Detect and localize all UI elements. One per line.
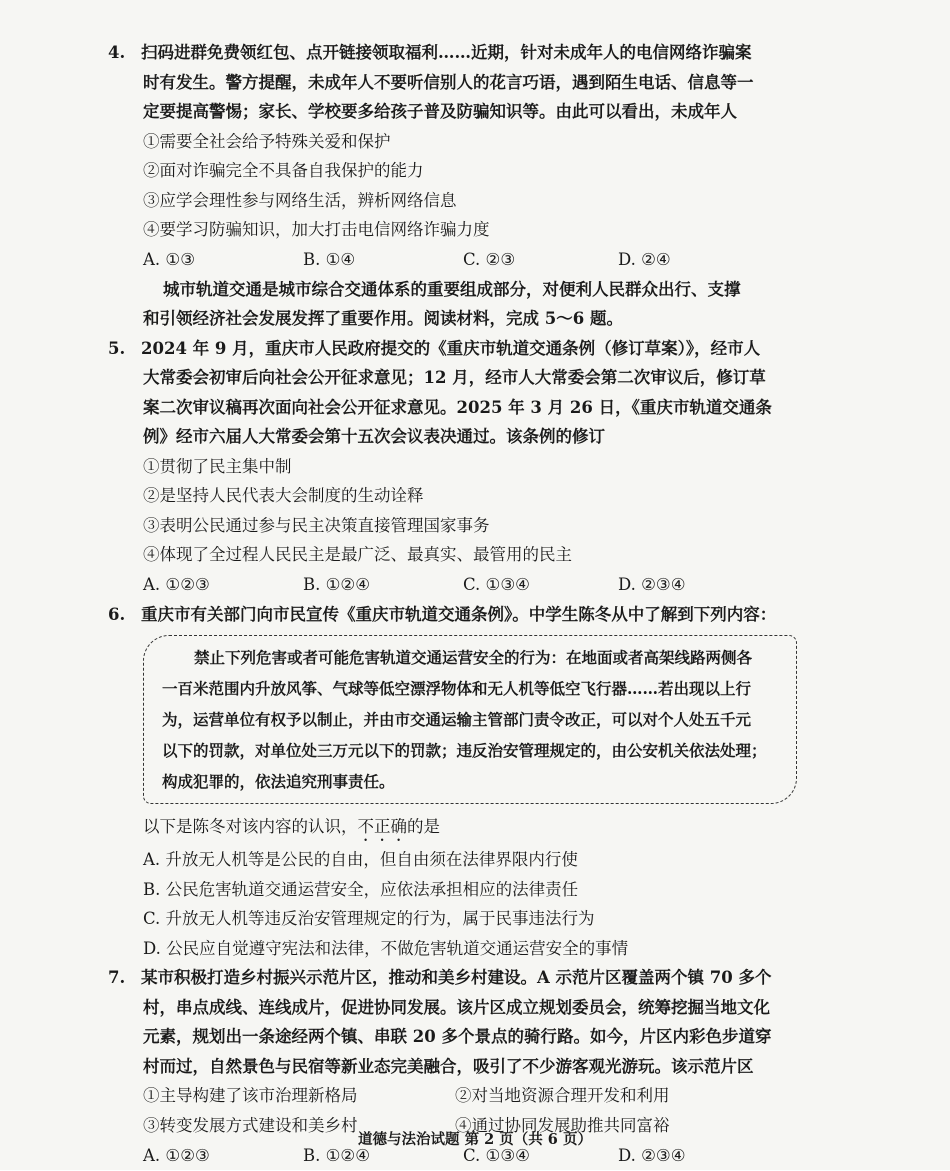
- answer-options: [108, 570, 832, 600]
- option-a: A. ①②③: [143, 574, 210, 594]
- option-d: D. ②④: [618, 249, 671, 269]
- statement: ②对当地资源合理开发和利用: [455, 1086, 670, 1105]
- question-number: 4.: [108, 43, 126, 62]
- statements-row: [108, 1081, 832, 1111]
- material-text: 一百米范围内升放风筝、气球等低空漂浮物体和无人机等低空飞行器……若出现以上行: [162, 679, 752, 698]
- statement: ②面对诈骗完全不具备自我保护的能力: [143, 161, 424, 180]
- statement: ①需要全社会给予特殊关爱和保护: [143, 131, 391, 151]
- option-a: A. ①③: [143, 249, 195, 269]
- material-text: 为，运营单位有权予以制止，并由市交通运输主管部门责令改正，可以对个人处五千元: [162, 710, 752, 729]
- material-box: [143, 635, 797, 804]
- question-text: 村，串点成线、连线成片，促进协同发展。该片区成立规划委员会，统筹挖掘当地文化: [143, 997, 770, 1017]
- question-text: 村而过，自然景色与民宿等新业态完美融合，吸引了不少游客观光游玩。该示范片区: [143, 1056, 754, 1076]
- statement: ③转变发展方式建设和美乡村: [143, 1116, 358, 1135]
- question-text: 定要提高警惕；家长、学校要多给孩子普及防骗知识等。由此可以看出，未成年人: [143, 102, 737, 121]
- statement: ①主导构建了该市治理新格局: [143, 1086, 358, 1105]
- question-text: 元素，规划出一条途经两个镇、串联 20 多个景点的骑行路。如今，片区内彩色步道穿: [143, 1027, 772, 1046]
- emphasis-text: 不正确: [357, 817, 407, 836]
- statement: ④体现了全过程人民民主是最广泛、最真实、最管用的民主: [143, 545, 572, 564]
- statement: ①贯彻了民主集中制: [143, 456, 292, 476]
- question-4: [108, 38, 832, 275]
- statement: ③表明公民通过参与民主决策直接管理国家事务: [143, 515, 490, 535]
- option-d: D. ②③④: [618, 1146, 686, 1165]
- question-6: [108, 600, 832, 964]
- question-text: 时有发生。警方提醒，未成年人不要听信别人的花言巧语，遇到陌生电话、信息等一: [143, 72, 754, 92]
- question-text: 2024 年 9 月，重庆市人民政府提交的《重庆市轨道交通条例（修订草案）》，经市人: [141, 338, 761, 358]
- option-b: B. ①②④: [303, 574, 370, 594]
- question-text: 大常委会初审后向社会公开征求意见；12 月，经市人大常委会第二次审议后，修订草: [143, 368, 766, 387]
- intro-text: 城市轨道交通是城市综合交通体系的重要组成部分，对便利人民群众出行、支撑: [163, 279, 741, 299]
- question-number: 7.: [108, 968, 126, 987]
- option-c: C. ①③④: [463, 574, 530, 594]
- option-b: B. ①④: [303, 249, 356, 269]
- question-text: 某市积极打造乡村振兴示范片区，推动和美乡村建设。A 示范片区覆盖两个镇 70 多个: [141, 968, 772, 987]
- material-text: 构成犯罪的，依法追究刑事责任。: [162, 772, 395, 791]
- question-text: 扫码进群免费领红包、点开链接领取福利……近期，针对未成年人的电信网络诈骗案: [141, 43, 752, 62]
- material-intro: [108, 275, 832, 334]
- answer-options: [108, 245, 832, 275]
- question-prompt: 以下是陈冬对该内容的认识，不正确的是: [143, 817, 440, 836]
- question-number: 5.: [108, 338, 126, 358]
- choice-c: C. 升放无人机等违反治安管理规定的行为，属于民事违法行为: [143, 909, 595, 928]
- question-5: [108, 334, 832, 600]
- option-b: B. ①②④: [303, 1146, 370, 1165]
- question-number: 6.: [108, 604, 126, 624]
- material-text: 禁止下列危害或者可能危害轨道交通运营安全的行为：在地面或者高架线路两侧各: [194, 648, 753, 667]
- statement: ③应学会理性参与网络生活，辨析网络信息: [143, 190, 457, 210]
- intro-text: 和引领经济社会发展发挥了重要作用。阅读材料，完成 5～6 题。: [143, 309, 623, 328]
- option-c: C. ①③④: [463, 1146, 530, 1165]
- question-text: 重庆市有关部门向市民宣传《重庆市轨道交通条例》。中学生陈冬从中了解到下列内容：: [141, 604, 777, 624]
- choice-d: D. 公民应自觉遵守宪法和法律，不做危害轨道交通运营安全的事情: [143, 938, 629, 958]
- page-footer: 道德与法治试题 第 2 页（共 6 页）: [358, 1131, 592, 1148]
- option-d: D. ②③④: [618, 574, 686, 594]
- option-a: A. ①②③: [143, 1146, 210, 1165]
- choice-b: B. 公民危害轨道交通运营安全，应依法承担相应的法律责任: [143, 879, 579, 899]
- statement: ②是坚持人民代表大会制度的生动诠释: [143, 486, 424, 505]
- question-text: 例》经市六届人大常委会第十五次会议表决通过。该条例的修订: [143, 427, 605, 446]
- choice-a: A. 升放无人机等是公民的自由，但自由须在法律界限内行使: [143, 850, 578, 869]
- question-text: 案二次审议稿再次面向社会公开征求意见。2025 年 3 月 26 日，《重庆市轨道交通条: [143, 397, 772, 417]
- material-text: 以下的罚款，对单位处三万元以下的罚款；违反治安管理规定的，由公安机关依法处理；: [162, 741, 767, 760]
- option-c: C. ②③: [463, 249, 516, 269]
- statement: ④要学习防骗知识，加大打击电信网络诈骗力度: [143, 220, 490, 239]
- statement: ④通过协同发展助推共同富裕: [455, 1116, 670, 1135]
